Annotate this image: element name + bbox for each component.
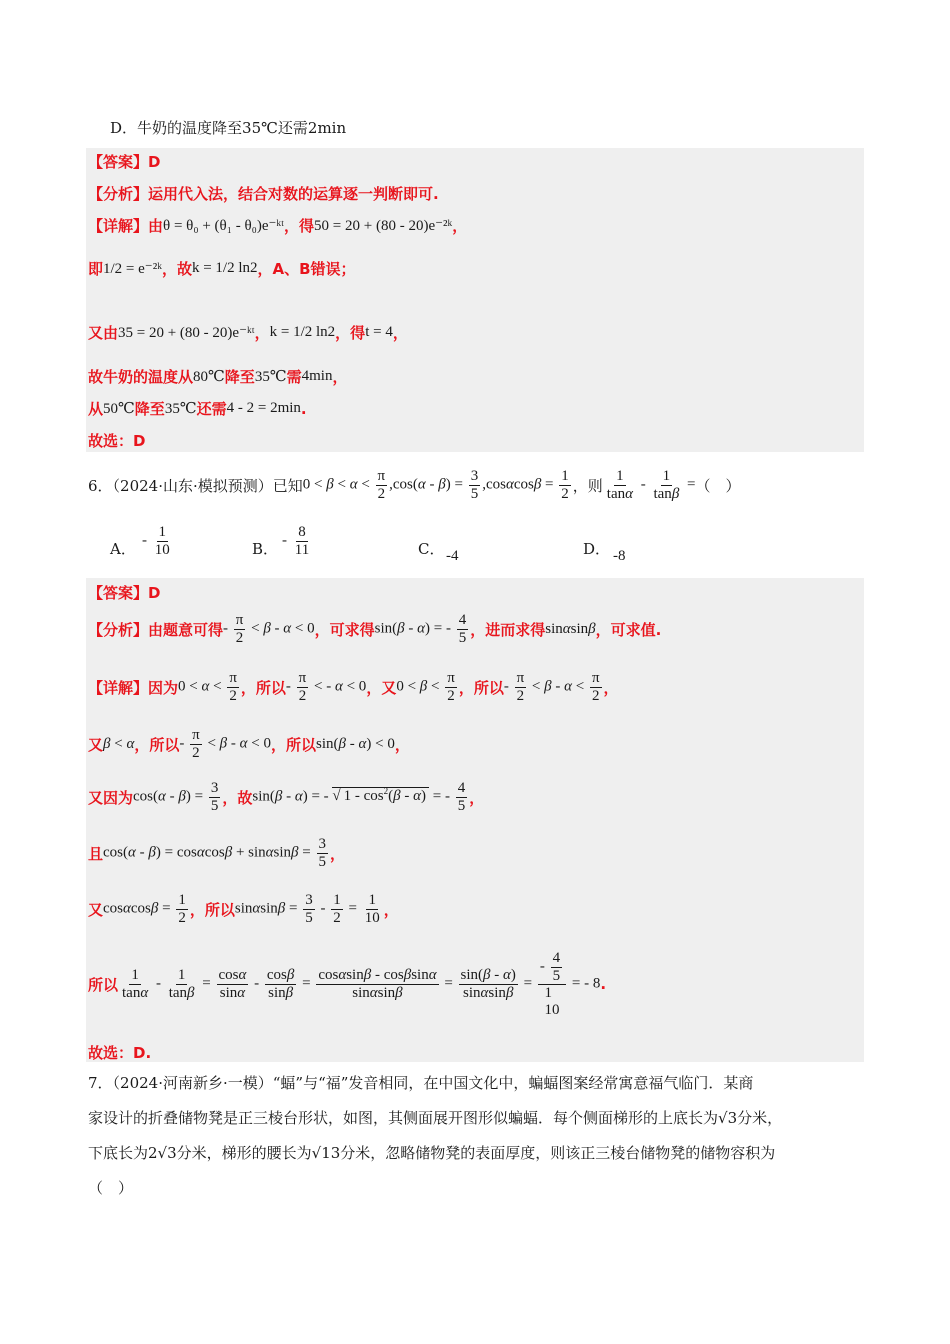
q7-line2: 家设计的折叠储物凳是正三棱台形状，如图，其侧面展开图形似蝙蝠．每个侧面梯形的上底长为√3分米， [88,1109,783,1127]
q5-line5-text-b: 降至 [134,400,165,418]
q6-stem [88,468,741,502]
q6-l3-a: 又因为 [88,788,134,807]
q6-analysis-formula1: - $\frac{\pi}{2}$ < β - α < 0 [223,612,315,646]
q6-stem-prefix: 6．（2024·山东·模拟预测）已知 [88,476,303,495]
q5-formula-substitute: 50 = 20 + (80 - 20)e⁻²ᵏ [314,218,453,234]
q5-formula-newton: θ = θ₀ + (θ₁ - θ₀)e⁻ᵏᵗ [163,218,285,234]
q6-l2-formula1: β < α [103,735,135,752]
q6-stem-formula: 0 < β < α < $\frac{\pi}{2}$ ,cos(α - β) = $\frac{3}{5}$ ,cosαcosβ = $\frac{1}{2}$ [302,468,569,502]
q6-analysis-formula3: sinαsinβ [545,620,596,637]
q5-line5-text-d: . [300,399,307,418]
q5-detail-label: 【详解】由 [88,217,164,235]
q5-line4-temp1: 80℃ [193,369,225,385]
q6-answer: 【答案】D [88,584,161,602]
q6-option-a-value: - $\frac{1}{10}$ [142,524,170,558]
q5-detail-line5 [88,398,307,419]
q5-line3-formula2: k = 1/2 ln2 [269,324,336,340]
q7-line4: （ ） [88,1179,134,1197]
q6-l6-b: . [600,975,607,993]
q5-line5-text-c: 还需 [196,400,227,418]
q5-line2-formula2: k = 1/2 ln2 [191,260,258,276]
q6-l3-formula2: sin(β - α) = - √ $1 - \cos^2(\beta - \alpha)$ = - $\frac{4}{5}$ [252,780,466,814]
q6-detail-b: ，所以 [240,678,286,697]
q6-l5-a: 又 [88,900,104,919]
q6-stem-end: （ ） [695,476,741,495]
q6-detail-e: ， [603,678,619,697]
q6-stem-expression: $\frac{1}{\tan\alpha}$ - $\frac{1}{\tan\beta}$ = [606,468,696,502]
q6-l4-a: 且 [88,844,104,863]
q6-option-c-value: -4 [446,548,459,564]
q5-detail-line4 [88,366,347,387]
q6-detail-line2 [88,727,410,761]
q5-line5-temp2: 35℃ [164,401,197,417]
q5-line5-time: 4 - 2 = 2min [226,400,301,416]
q6-detail-formula3: 0 < β < $\frac{\pi}{2}$ [396,670,455,704]
q5-line3-formula: 35 = 20 + (80 - 20)e⁻ᵏᵗ [118,325,255,341]
q5-line4-time: 4min [301,368,333,384]
q5-detail-end: ， [452,217,468,235]
q5-line3-formula3: t = 4 [365,324,393,340]
q5-detail-line1 [88,215,467,236]
q6-detail-formula2: - $\frac{\pi}{2}$ < - α < 0 [285,670,367,704]
q5-line5-text-a: 从 [88,400,104,418]
q5-line3-mid: ， [254,324,270,342]
q6-detail-formula4: - $\frac{\pi}{2}$ < β - α < $\frac{\pi}{2}$ [503,670,600,704]
q5-detail-line2 [88,258,356,279]
q6-detail-line3 [88,780,484,814]
q6-analysis-b: ，可求得 [314,620,375,639]
q6-l5-b: ，所以 [189,900,235,919]
q6-analysis-formula2: sin(β - α) = - $\frac{4}{5}$ [374,612,467,646]
q6-option-b-value: - $\frac{8}{11}$ [282,524,310,558]
q5-line4-text-a: 故牛奶的温度从 [88,368,194,386]
option-d-previous: D．牛奶的温度降至35℃还需2min [110,119,347,137]
q5-line3-end: ， [392,324,408,342]
q6-l4-b: ， [330,844,346,863]
q5-line2-end: ，A、B错误； [257,260,356,278]
q6-detail-d: ，所以 [458,678,504,697]
q6-l4-formula: cos(α - β) = cosαcosβ + sinαsinβ = $\frac{3}{5}$ [103,836,326,870]
q6-l2-a: 又 [88,735,104,754]
q5-line3-prefix: 又由 [88,324,119,342]
q6-detail-formula1: 0 < α < $\frac{\pi}{2}$ [178,670,237,704]
q6-l3-b: ，故 [222,788,253,807]
q6-option-c-label: C． [418,540,445,558]
q5-line2-mid: ，故 [161,260,192,278]
q5-detail-line3 [88,322,408,343]
q5-line4-temp2: 35℃ [254,369,287,385]
q5-line4-text-b: 降至 [224,368,255,386]
q6-l3-formula1: cos(α - β) = $\frac{3}{5}$ [133,780,219,814]
q6-l5-formula1: cosαcosβ = $\frac{1}{2}$ [103,892,186,926]
q6-l5-formula2: sinαsinβ = $\frac{3}{5}$ - $\frac{1}{2}$ = $\frac{1}{10}$ [234,892,380,926]
q5-line5-temp1: 50℃ [103,401,135,417]
q6-detail-line6 [88,950,606,1018]
q6-l2-c: ，所以 [270,735,316,754]
q5-line4-text-c: 需 [286,368,302,386]
q6-l6-a: 所以 [88,975,119,994]
q6-option-b-label: B． [252,540,279,558]
q7-line3: 下底长为2√3分米，梯形的腰长为√13分米，忽略储物凳的表面厚度，则该正三棱台储物凳的储物容积为 [88,1144,776,1162]
q6-choice: 故选：D. [88,1044,152,1062]
q6-analysis-d: ，可求值. [595,620,662,639]
q6-l2-b: ，所以 [134,735,180,754]
q5-line4-text-d: ， [332,368,348,386]
q6-option-a-label: A． [110,540,136,558]
q6-analysis [88,612,661,646]
q6-analysis-c: ，进而求得 [470,620,546,639]
q5-line2-prefix: 即 [88,260,104,278]
q6-option-d-label: D． [583,540,611,558]
q6-detail-line4 [88,836,345,870]
q5-line3-mid2: ，得 [335,324,366,342]
q6-detail-line1 [88,670,619,704]
q6-analysis-a: 【分析】由题意可得 [88,620,224,639]
q5-detail-mid: ，得 [284,217,315,235]
q6-l2-formula3: sin(β - α) < 0 [316,735,395,752]
q5-choice: 故选：D [88,432,146,450]
q6-l5-c: ， [383,900,399,919]
q5-analysis: 【分析】运用代入法，结合对数的运算逐一判断即可. [88,185,439,203]
q6-detail-line5 [88,892,399,926]
q6-l2-formula2: - $\frac{\pi}{2}$ < β - α < 0 [179,727,271,761]
q5-line2-formula: 1/2 = e⁻²ᵏ [103,261,162,277]
q6-stem-suffix: ，则 [572,476,603,495]
q6-l3-c: ， [469,788,485,807]
q5-answer: 【答案】D [88,153,161,171]
q6-l6-formula: $\frac{1}{\tan\alpha}$ - $\frac{1}{\tan\beta}$ = $\frac{\cos\alpha}{\sin\alpha}$ - $\frac{\cos\beta}{\sin\beta}$ = $\frac{\cos\alpha\sin\beta - \cos\beta\sin\alpha}{\sin\alpha\sin\beta}$ = $\frac{\sin(\beta - \alpha)}{\sin\alpha\sin\beta}$ = - $\frac{4}{5}$ 1 10 = - 8 [122,950,601,1018]
q6-detail-c: ，又 [366,678,397,697]
q6-detail-a: 【详解】因为 [88,678,179,697]
q7-line1: 7．（2024·河南新乡·一模）“蝠”与“福”发音相同，在中国文化中，蝙蝠图案经常寓意福气临门．某商 [88,1074,754,1092]
q6-l2-d: ， [394,735,410,754]
q6-option-d-value: -8 [613,548,626,564]
